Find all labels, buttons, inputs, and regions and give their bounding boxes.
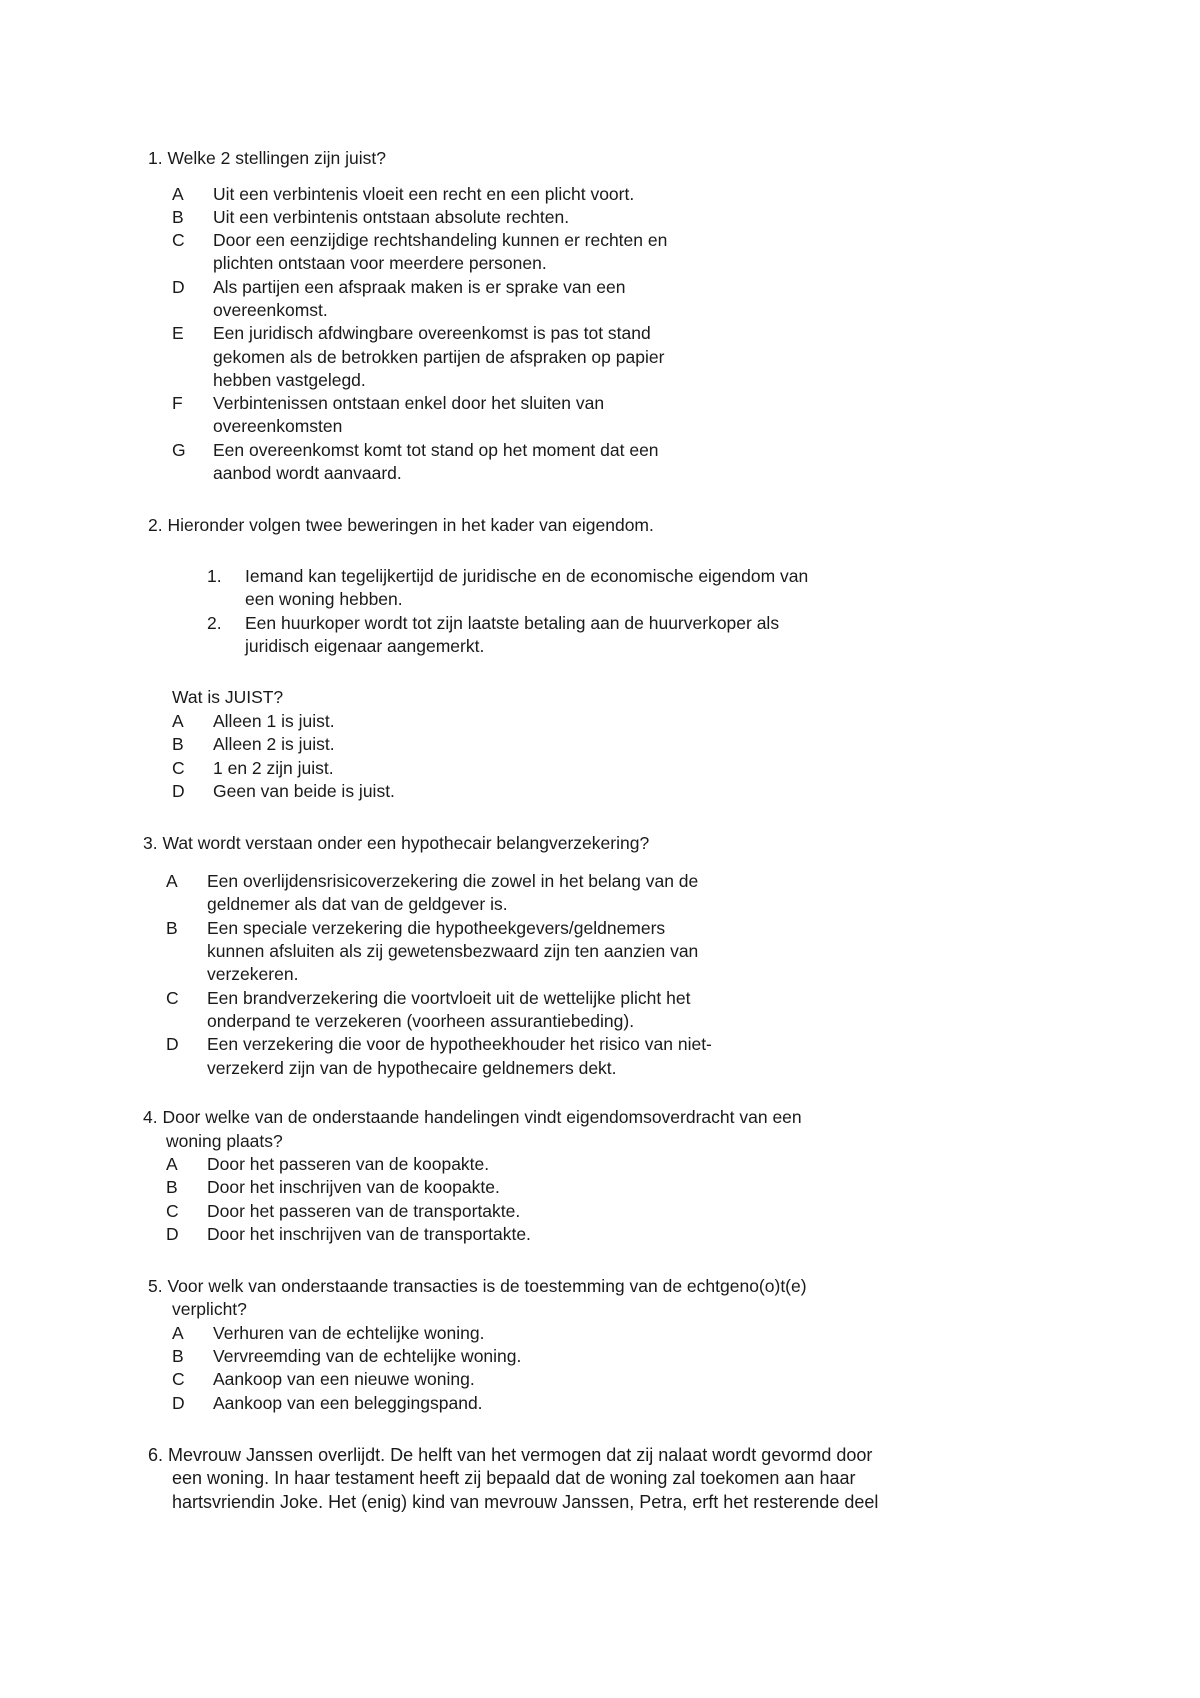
statement-text: juridisch eigenaar aangemerkt.: [245, 636, 485, 656]
option-text: Alleen 2 is juist.: [213, 734, 335, 754]
option-letter: B: [172, 1346, 184, 1366]
question-title: verplicht?: [172, 1299, 247, 1319]
option-text: Door een eenzijdige rechtshandeling kunnen er rechten en: [213, 230, 668, 250]
option-text: Uit een verbintenis ontstaan absolute rechten.: [213, 207, 570, 227]
option-text: Uit een verbintenis vloeit een recht en een plicht voort.: [213, 184, 635, 204]
option-letter: A: [172, 711, 184, 731]
option-text: Verhuren van de echtelijke woning.: [213, 1323, 485, 1343]
option-letter: D: [172, 277, 185, 297]
statement-text: een woning hebben.: [245, 589, 403, 609]
option-text: Door het passeren van de koopakte.: [207, 1154, 490, 1174]
option-text: Alleen 1 is juist.: [213, 711, 335, 731]
question-title: 4. Door welke van de onderstaande handelingen vindt eigendomsoverdracht van een: [143, 1107, 802, 1127]
statement-number: 2.: [207, 613, 222, 633]
option-letter: C: [166, 988, 179, 1008]
option-letter: B: [166, 1177, 178, 1197]
option-text: Als partijen een afspraak maken is er sprake van een: [213, 277, 626, 297]
option-text: overeenkomst.: [213, 300, 328, 320]
question-text: 6. Mevrouw Janssen overlijdt. De helft van het vermogen dat zij nalaat wordt gevormd door: [148, 1445, 873, 1465]
option-letter: A: [166, 871, 178, 891]
option-letter: D: [172, 1393, 185, 1413]
option-letter: E: [172, 323, 184, 343]
question-title: 5. Voor welk van onderstaande transacties is de toestemming van de echtgeno(o)t(e): [148, 1276, 807, 1296]
question-text: hartsvriendin Joke. Het (enig) kind van mevrouw Janssen, Petra, erft het resterende deel: [172, 1492, 879, 1512]
option-letter: B: [172, 207, 184, 227]
statement-number: 1.: [207, 566, 222, 586]
statement-text: Iemand kan tegelijkertijd de juridische en de economische eigendom van: [245, 566, 809, 586]
option-text: aanbod wordt aanvaard.: [213, 463, 402, 483]
option-letter: D: [166, 1034, 179, 1054]
option-text: Een juridisch afdwingbare overeenkomst is pas tot stand: [213, 323, 651, 343]
option-letter: A: [166, 1154, 178, 1174]
option-text: Door het passeren van de transportakte.: [207, 1201, 521, 1221]
option-text: overeenkomsten: [213, 416, 343, 436]
option-text: kunnen afsluiten als zij gewetensbezwaard zijn ten aanzien van: [207, 941, 699, 961]
question-prompt: Wat is JUIST?: [172, 687, 284, 707]
option-text: geldnemer als dat van de geldgever is.: [207, 894, 508, 914]
option-text: Een overeenkomst komt tot stand op het moment dat een: [213, 440, 659, 460]
option-text: hebben vastgelegd.: [213, 370, 366, 390]
option-text: Een overlijdensrisicoverzekering die zowel in het belang van de: [207, 871, 699, 891]
option-text: Door het inschrijven van de koopakte.: [207, 1177, 500, 1197]
option-text: Vervreemding van de echtelijke woning.: [213, 1346, 522, 1366]
option-text: Een verzekering die voor de hypotheekhouder het risico van niet-: [207, 1034, 712, 1054]
option-letter: G: [172, 440, 186, 460]
option-text: Aankoop van een nieuwe woning.: [213, 1369, 475, 1389]
option-text: verzekeren.: [207, 964, 299, 984]
option-letter: D: [172, 781, 185, 801]
option-text: Een brandverzekering die voortvloeit uit de wettelijke plicht het: [207, 988, 691, 1008]
option-letter: C: [172, 230, 185, 250]
option-text: Een speciale verzekering die hypotheekgevers/geldnemers: [207, 918, 666, 938]
option-text: Verbintenissen ontstaan enkel door het sluiten van: [213, 393, 605, 413]
option-text: gekomen als de betrokken partijen de afspraken op papier: [213, 347, 665, 367]
option-letter: B: [166, 918, 178, 938]
option-letter: D: [166, 1224, 179, 1244]
question-title: 3. Wat wordt verstaan onder een hypothecair belangverzekering?: [143, 833, 650, 853]
statement-text: Een huurkoper wordt tot zijn laatste betaling aan de huurverkoper als: [245, 613, 780, 633]
question-text: een woning. In haar testament heeft zij bepaald dat de woning zal toekomen aan haar: [172, 1468, 856, 1488]
question-title: woning plaats?: [166, 1131, 283, 1151]
option-letter: C: [166, 1201, 179, 1221]
option-text: plichten ontstaan voor meerdere personen.: [213, 253, 547, 273]
option-text: Aankoop van een beleggingspand.: [213, 1393, 483, 1413]
option-text: onderpand te verzekeren (voorheen assurantiebeding).: [207, 1011, 635, 1031]
option-letter: A: [172, 184, 184, 204]
option-letter: A: [172, 1323, 184, 1343]
option-text: Geen van beide is juist.: [213, 781, 395, 801]
option-letter: C: [172, 1369, 185, 1389]
option-text: verzekerd zijn van de hypothecaire geldnemers dekt.: [207, 1058, 617, 1078]
option-letter: C: [172, 758, 185, 778]
question-title: 2. Hieronder volgen twee beweringen in het kader van eigendom.: [148, 515, 654, 535]
option-letter: F: [172, 393, 183, 413]
option-text: Door het inschrijven van de transportakte.: [207, 1224, 531, 1244]
question-title: 1. Welke 2 stellingen zijn juist?: [148, 148, 386, 168]
option-text: 1 en 2 zijn juist.: [213, 758, 334, 778]
option-letter: B: [172, 734, 184, 754]
